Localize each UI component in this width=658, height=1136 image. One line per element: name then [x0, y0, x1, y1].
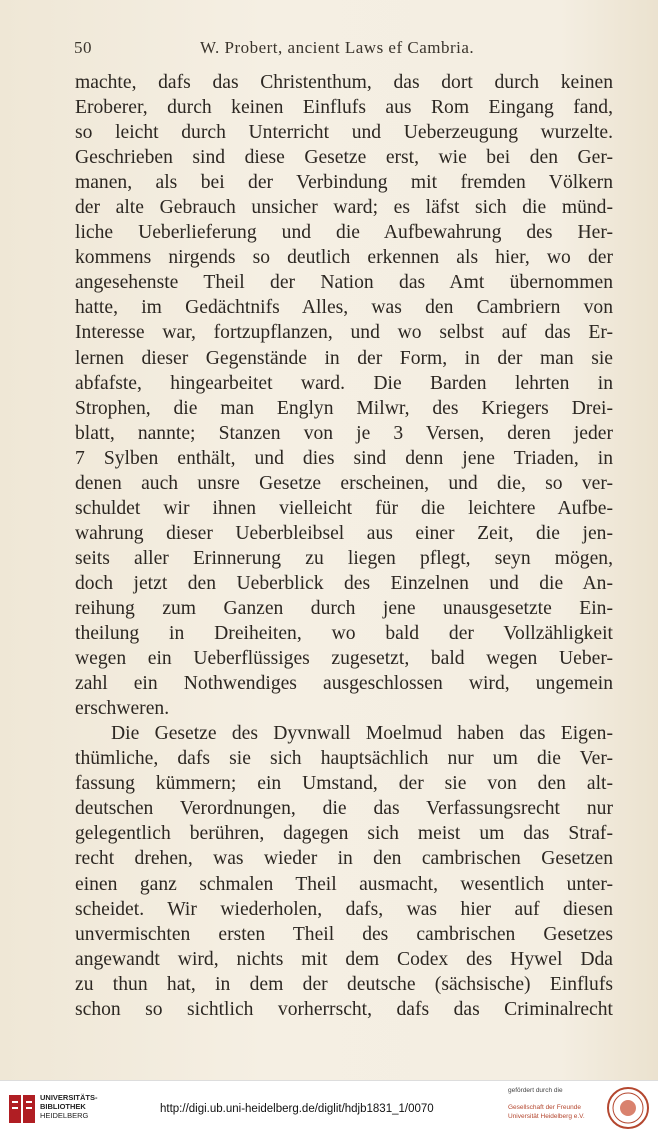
text-line: schon so sichtlich vorherrscht, dafs das Criminalrecht	[75, 998, 613, 1020]
text-line: fassung kümmern; ein Umstand, der sie von den alt-	[75, 773, 613, 795]
text-line: so leicht durch Unterricht und Ueberzeugung wurzelte.	[75, 122, 613, 144]
text-line: unvermischten ersten Theil des cambrischen Gesetzes	[75, 923, 613, 945]
text-line: gelegentlich berühren, dagegen sich meist um das Straf-	[75, 823, 613, 845]
text-line: Die Gesetze des Dyvnwall Moelmud haben das Eigen-	[111, 723, 613, 745]
text-line: wahrung dieser Ueberbleibsel aus einer Zeit, die jen-	[75, 522, 613, 544]
text-line: manen, als bei der Verbindung mit fremden Völkern	[75, 172, 613, 194]
text-line: zahl ein Nothwendiges ausgeschlossen wird, ungemein	[75, 673, 613, 695]
text-line: theilung in Dreiheiten, wo bald der Vollzähligkeit	[75, 623, 613, 645]
text-line: abfafste, hingearbeitet ward. Die Barden lehrten in	[75, 372, 613, 394]
text-line: lernen dieser Gegenstände in der Form, in der man sie	[75, 347, 613, 369]
text-line: Geschrieben sind diese Gesetze erst, wie bei den Ger-	[75, 147, 613, 169]
page-header	[74, 38, 614, 62]
library-logo-icon	[8, 1091, 36, 1127]
source-url-link[interactable]: http://digi.ub.uni-heidelberg.de/diglit/hdjb1831_1/0070	[160, 1103, 434, 1115]
sponsor-label: gefördert durch die	[508, 1087, 563, 1094]
text-line: hatte, im Gedächtnifs Alles, was den Cambriern von	[75, 297, 613, 319]
text-line: liche Ueberlieferung und die Aufbewahrung des Her-	[75, 222, 613, 244]
text-line: deutschen Verordnungen, die das Verfassungsrecht nur	[75, 798, 613, 820]
text-line: wegen ein Ueberflüssiges zugesetzt, bald wegen Ueber-	[75, 648, 613, 670]
text-line: recht drehen, was wieder in den cambrischen Gesetzen	[75, 848, 613, 870]
text-line: 7 Sylben enthält, und dies sind denn jene Triaden, in	[75, 447, 613, 469]
text-line: Eroberer, durch keinen Einflufs aus Rom Eingang fand,	[75, 97, 613, 119]
running-head: W. Probert, ancient Laws ef Cambria.	[200, 38, 475, 57]
text-line: seits aller Erinnerung zu liegen pflegt, seyn mögen,	[75, 547, 613, 569]
text-line: kommens nirgends so deutlich erkennen als hier, wo der	[75, 247, 613, 269]
text-line: erschweren.	[75, 698, 170, 720]
text-line: schuldet wir ihnen vielleicht für die leichtere Aufbe-	[75, 497, 613, 519]
page-number: 50	[74, 38, 92, 57]
text-line: blatt, nannte; Stanzen von je 3 Versen, deren jeder	[75, 422, 613, 444]
text-line: angesehenste Theil der Nation das Amt übernommen	[75, 272, 613, 294]
text-line: angewandt wird, nichts mit dem Codex des Hywel Dda	[75, 948, 613, 970]
body-text	[75, 70, 613, 1022]
sponsor-organization: Gesellschaft der Freunde Universität Heidelberg e.V.	[508, 1104, 585, 1120]
text-line: doch jetzt den Ueberblick des Einzelnen und die An-	[75, 572, 613, 594]
text-line: reihung zum Ganzen durch jene unausgesetzte Ein-	[75, 597, 613, 619]
university-seal-icon	[606, 1086, 650, 1130]
text-line: scheidet. Wir wiederholen, dafs, was hier auf diesen	[75, 898, 613, 920]
digitization-footer	[0, 1080, 658, 1136]
library-name: UNIVERSITÄTS- BIBLIOTHEK HEIDELBERG	[40, 1093, 98, 1120]
text-line: denen auch unsre Gesetze erscheinen, und die, so ver-	[75, 472, 613, 494]
text-line: Strophen, die man Englyn Milwr, des Kriegers Drei-	[75, 397, 613, 419]
text-line: der alte Gebrauch unsicher ward; es läfst sich die münd-	[75, 197, 613, 219]
text-line: thümliche, dafs sie sich hauptsächlich nur um die Ver-	[75, 748, 613, 770]
text-line: Interesse war, fortzupflanzen, und wo selbst auf das Er-	[75, 322, 613, 344]
text-line: machte, dafs das Christenthum, das dort durch keinen	[75, 72, 613, 93]
text-line: einen ganz schmalen Theil ausmacht, wesentlich unter-	[75, 873, 613, 895]
text-line: zu thun hat, in dem der deutsche (sächsische) Einflufs	[75, 973, 613, 995]
